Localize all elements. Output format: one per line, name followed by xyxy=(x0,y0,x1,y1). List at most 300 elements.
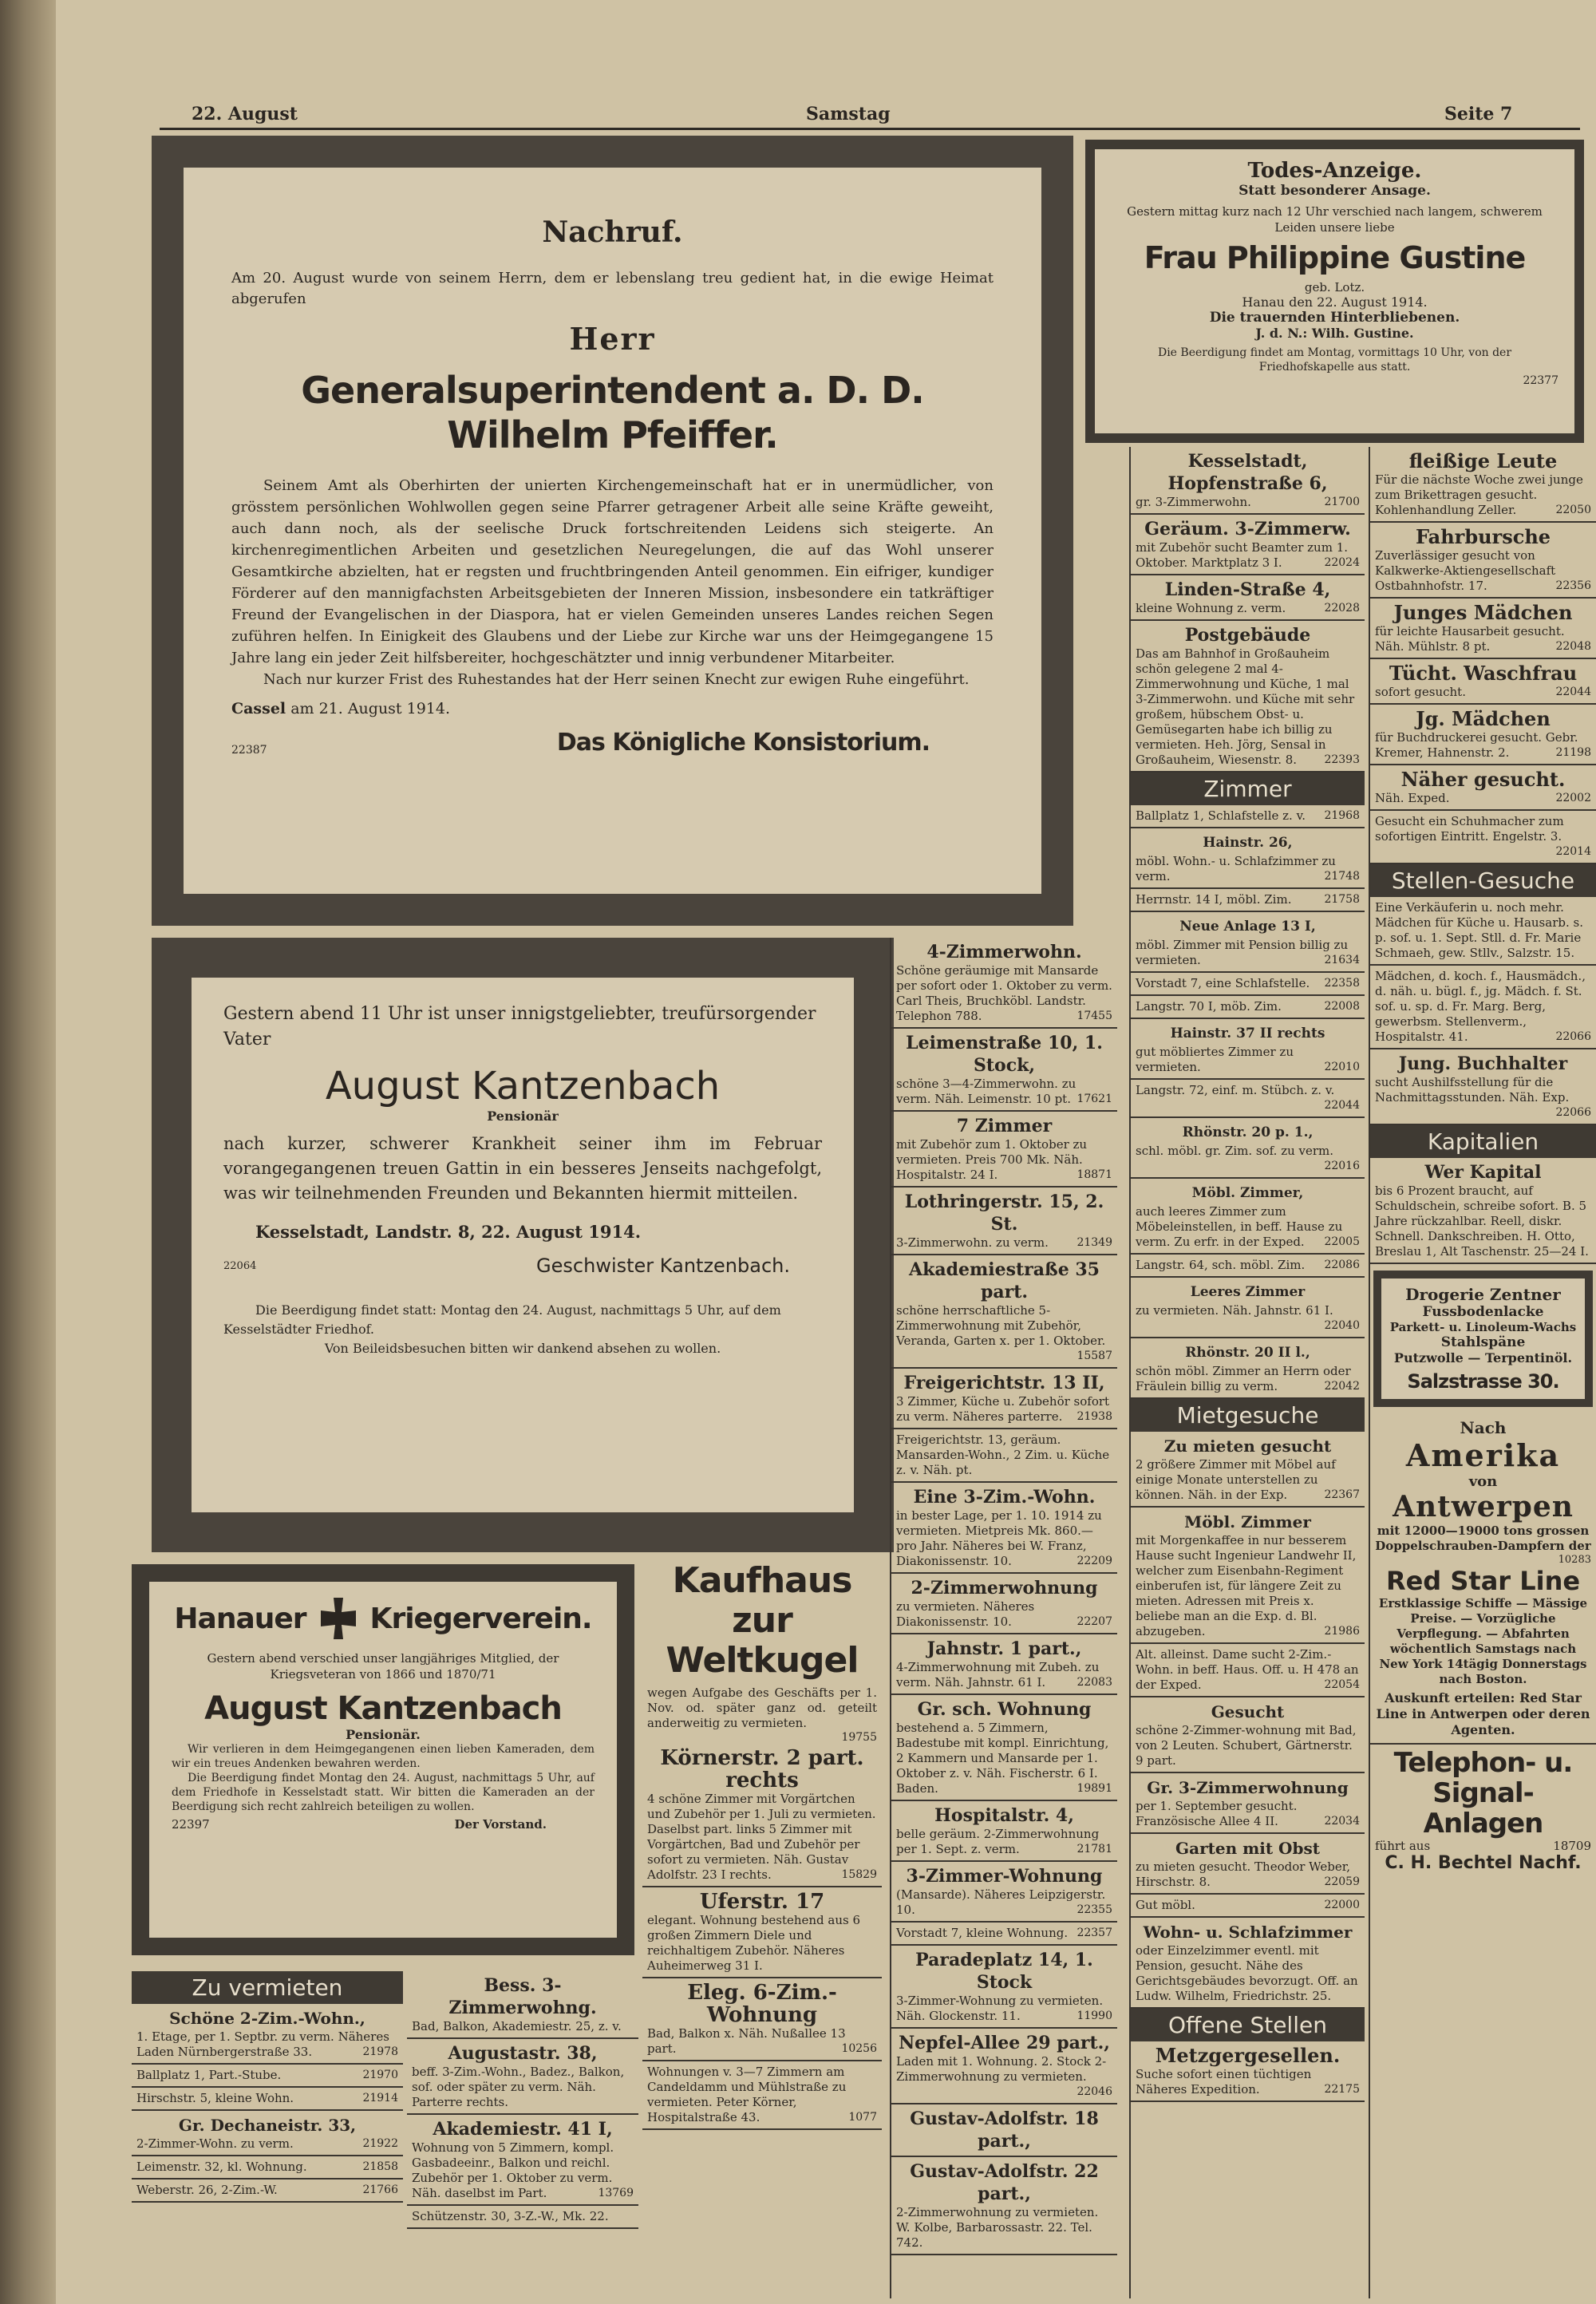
ad-text: Vorstadt 7, kleine Wohnung. xyxy=(896,1926,1069,1940)
ad-heading: Hospitalstr. 4, xyxy=(934,1805,1074,1826)
ad-number: 22356 xyxy=(1555,579,1591,592)
ad-number: 22355 xyxy=(1077,1903,1112,1916)
nachruf-title: Nachruf. xyxy=(542,215,683,249)
ad-heading: Gr. Dechaneistr. 33, xyxy=(178,2116,357,2135)
ad-text: Schützenstr. 30, 3-Z.-W., Mk. 22. xyxy=(412,2209,609,2223)
ad-text: Schöne geräumige mit Mansarde per sofort oder 1. Oktober zu verm. Carl Theis, Bruchköbl. Landstr. Telephon 788. xyxy=(896,963,1112,1023)
ad-heading: Jg. Mädchen xyxy=(1416,707,1551,730)
classified-ad xyxy=(891,1029,1117,1112)
ad-heading: Wer Kapital xyxy=(1424,1162,1542,1183)
ad-text: Gut möbl. xyxy=(1136,1898,1195,1912)
classified-ad xyxy=(1131,1432,1365,1508)
ad-heading: Jahnstr. 1 part., xyxy=(926,1638,1082,1659)
ad-text: Das am Bahnhof in Großauheim schön gelegene 2 mal 4-Zimmerwohnung und Küche, 1 mal 3-Zimmerwohn. und Küche mit sehr großem, hübschem Obst- u. Gemüsegarten habe ich billig zu vermieten. Heh. Jörg, Sensal in Großauheim, Wiesenstr. 8. xyxy=(1136,646,1355,767)
ad-number: 10256 xyxy=(841,2042,877,2055)
classified-ad xyxy=(1131,1895,1365,1918)
ad-number: 21198 xyxy=(1555,746,1591,759)
ad-text: zu vermieten. Näheres Diakonissenstr. 10. xyxy=(896,1599,1035,1629)
ad-text: schöne 3—4-Zimmerwohn. zu verm. Näh. Leimenstr. 10 pt. xyxy=(896,1077,1077,1106)
classified-ad xyxy=(1131,1179,1365,1255)
nachruf-number: 22387 xyxy=(231,744,267,757)
ad-text: schöne herrschaftliche 5-Zimmerwohnung mit Zubehör, Veranda, Garten x. per 1. Oktober. xyxy=(896,1303,1106,1348)
ad-number: 22042 xyxy=(1324,1380,1360,1393)
todes-geb: geb. Lotz. xyxy=(1304,280,1365,294)
ad-text: für Buchdruckerei gesucht. Gebr. Kremer, Hahnenstr. 2. xyxy=(1375,730,1578,760)
ad-text: Langstr. 70 I, möb. Zim. xyxy=(1136,999,1282,1014)
classified-ad xyxy=(642,1887,882,1978)
ad-number: 22393 xyxy=(1324,753,1360,766)
classified-ad xyxy=(891,1112,1117,1188)
ad-number: 22367 xyxy=(1324,1488,1360,1501)
ad-heading: Metzgergesellen. xyxy=(1155,2044,1341,2067)
krieger-number: 22397 xyxy=(172,1817,210,1832)
classified-ad xyxy=(891,1574,1117,1634)
ad-heading: Näher gesucht. xyxy=(1400,768,1566,791)
ad-text: mit Zubehör zum 1. Oktober zu vermieten. Preis 700 Mk. Näh. Hospitalstr. 24 I. xyxy=(896,1137,1088,1182)
classified-ad xyxy=(891,1862,1117,1923)
kantzenbach-notice xyxy=(152,938,894,1552)
classified-ad xyxy=(891,1801,1117,1862)
classified-ad xyxy=(132,2065,403,2088)
ad-text: schöne 2-Zimmer-wohnung mit Bad, von 2 Leuten. Schubert, Gärtnerstr. 9 part. xyxy=(1136,1723,1357,1768)
krieger-name: August Kantzenbach xyxy=(204,1690,562,1727)
nachruf-herr: Herr xyxy=(569,321,656,357)
ad-text: 2-Zimmer-Wohn. zu verm. xyxy=(136,2136,294,2151)
telephon-number: 18709 xyxy=(1553,1839,1591,1853)
classified-ad xyxy=(407,2039,638,2115)
ad-text: 3-Zimmer-Wohnung zu vermieten. Näh. Glockenstr. 11. xyxy=(896,1994,1104,2023)
header-date: 22. August xyxy=(192,104,298,124)
drogerie-l3: Stahlspäne xyxy=(1440,1334,1526,1350)
classified-ad xyxy=(642,1978,882,2061)
classified-ad xyxy=(891,1634,1117,1695)
classified-ad xyxy=(132,2180,403,2203)
ad-heading: Fahrbursche xyxy=(1415,525,1551,548)
krieger-title-right: Kriegerverein. xyxy=(369,1602,592,1635)
ad-heading: Hainstr. 37 II rechts xyxy=(1170,1026,1325,1041)
classified-ad xyxy=(891,1369,1117,1429)
ad-heading: Rhönstr. 20 II l., xyxy=(1185,1345,1310,1361)
ad-heading: Gr. 3-Zimmerwohnung xyxy=(1147,1778,1349,1797)
ad-number: 13769 xyxy=(598,2187,634,2199)
classified-ad xyxy=(1131,575,1365,621)
ad-number: 22024 xyxy=(1324,556,1360,569)
amerika-text1: mit 12000—19000 tons grossen Doppelschrauben-Dampfern der xyxy=(1375,1523,1591,1553)
ad-text: sofort gesucht. xyxy=(1375,685,1466,699)
ad-text: 4 schöne Zimmer mit Vorgärtchen und Zubehör per 1. Juli zu vermieten. Daselbst part. links 5 Zimmer mit Vorgärtchen, Bad und Zubehör per sofort zu vermieten. Näh. Gustav Adolfstr. 23 I rechts. xyxy=(647,1792,876,1882)
section-zimmer: Zimmer xyxy=(1131,773,1365,805)
drogerie-l1: Fussbodenlacke xyxy=(1422,1304,1544,1320)
ad-text: per 1. September gesucht. Französische Allee 4 II. xyxy=(1136,1799,1298,1828)
ad-text: Laden mit 1. Wohnung. 2. Stock 2-Zimmerwohnung zu vermieten. xyxy=(896,2054,1107,2084)
ad-number: 15587 xyxy=(1077,1350,1112,1362)
ad-heading: Kesselstadt, Hopfenstraße 6, xyxy=(1167,451,1328,494)
amerika-von: von xyxy=(1468,1473,1498,1490)
ad-text: 2 größere Zimmer mit Möbel auf einige Monate unterstellen zu können. Näh. in der Exp. xyxy=(1136,1457,1336,1502)
ad-text: Zuverlässiger gesucht von Kalkwerke-Aktiengesellschaft Ostbahnhofstr. 17. xyxy=(1375,548,1556,593)
todes-funeral: Die Beerdigung findet am Montag, vormittags 10 Uhr, von der Friedhofskapelle aus statt. xyxy=(1157,346,1512,373)
kantzenbach-number: 22064 xyxy=(223,1259,257,1272)
section-mietgesuche: Mietgesuche xyxy=(1131,1399,1365,1432)
todes-number: 22377 xyxy=(1523,374,1558,387)
classified-ad xyxy=(1370,897,1596,966)
ad-number: 22357 xyxy=(1077,1927,1112,1939)
ad-number: 17455 xyxy=(1077,1010,1112,1022)
classified-ad xyxy=(1131,1508,1365,1644)
classified-ad xyxy=(1370,523,1596,599)
classified-ad xyxy=(1370,705,1596,765)
ad-number: 21938 xyxy=(1077,1410,1112,1423)
ad-heading: Geräum. 3-Zimmerw. xyxy=(1144,519,1351,539)
header-page: Seite 7 xyxy=(1444,104,1513,124)
ad-text: oder Einzelzimmer eventl. mit Pension, gesucht. Nähe des Gerichtsgebäudes bevorzugt. Off. an Ludw. Wilhelm, Friedrichstr. 25. xyxy=(1136,1943,1358,2003)
ad-number: 22040 xyxy=(1324,1319,1360,1332)
classified-ad xyxy=(132,2004,403,2065)
ad-text: Alt. alleinst. Dame sucht 2-Zim.-Wohn. in beff. Haus. Off. u. H 478 an der Exped. xyxy=(1136,1647,1359,1692)
ad-heading: Leimenstraße 10, 1. Stock, xyxy=(906,1033,1103,1076)
classified-ad xyxy=(1131,447,1365,515)
ad-text: Suche sofort einen tüchtigen Näheres Expedition. xyxy=(1136,2067,1312,2097)
section-kapitalien: Kapitalien xyxy=(1370,1125,1596,1158)
newspaper-page xyxy=(56,0,1596,2304)
ad-number: 22050 xyxy=(1555,504,1591,516)
ad-number: 22086 xyxy=(1324,1259,1360,1271)
amerika-antwerpen: Antwerpen xyxy=(1393,1490,1574,1523)
todes-mourners: Die trauernden Hinterbliebenen. xyxy=(1209,310,1460,326)
ad-text: beff. 3-Zim.-Wohn., Badez., Balkon, sof. oder später zu verm. Näh. Parterre rechts. xyxy=(412,2065,625,2109)
classified-ad xyxy=(1131,912,1365,973)
classified-ad xyxy=(1131,1118,1365,1179)
ad-text: 2-Zimmerwohnung zu vermieten. W. Kolbe, Barbarossastr. 22. Tel. 742. xyxy=(896,2205,1099,2250)
ad-number: 22046 xyxy=(1077,2085,1112,2098)
krieger-signature: Der Vorstand. xyxy=(454,1817,547,1832)
ad-text: Weberstr. 26, 2-Zim.-W. xyxy=(136,2183,278,2197)
ad-text: möbl. Wohn.- u. Schlafzimmer zu verm. xyxy=(1136,854,1336,883)
ad-text: für leichte Hausarbeit gesucht. Näh. Mühlstr. 8 pt. xyxy=(1375,624,1565,654)
amerika-number1: 10283 xyxy=(1558,1554,1591,1566)
ad-text: 1. Etage, per 1. Septbr. zu verm. Näheres Laden Nürnbergerstraße 33. xyxy=(136,2029,389,2059)
kantzenbach-title: Pensionär xyxy=(487,1109,559,1124)
classified-ad xyxy=(1370,659,1596,705)
ad-heading: Uferstr. 17 xyxy=(699,1890,825,1914)
column-d xyxy=(890,938,1117,2298)
ad-text: Für die nächste Woche zwei junge zum Brikettragen gesucht. Kohlenhandlung Zeller. xyxy=(1375,472,1583,517)
classified-ad xyxy=(1131,621,1365,773)
ad-number: 21758 xyxy=(1324,893,1360,906)
ad-text: Langstr. 72, einf. m. Stübch. z. v. xyxy=(1136,1083,1335,1097)
classified-ad xyxy=(1131,973,1365,996)
amerika-text3: Auskunft erteilen: Red Star Line in Antwerpen oder deren Agenten. xyxy=(1376,1690,1590,1737)
ad-number: 22010 xyxy=(1324,1061,1360,1073)
ad-heading: Tücht. Waschfrau xyxy=(1389,662,1578,685)
ad-number: 21700 xyxy=(1324,496,1360,508)
ad-number: 11990 xyxy=(1077,2010,1112,2022)
kantzenbach-place: Kesselstadt, Landstr. 8, 22. August 1914. xyxy=(255,1222,642,1242)
ad-number: 21914 xyxy=(362,2092,398,2104)
column-a xyxy=(132,1971,403,2298)
ad-text: (Mansarde). Näheres Leipzigerstr. 10. xyxy=(896,1887,1106,1917)
ad-text: kleine Wohnung z. verm. xyxy=(1136,601,1286,615)
iron-cross-icon xyxy=(314,1595,362,1642)
ad-number: 22059 xyxy=(1324,1875,1360,1888)
ad-heading: Hainstr. 26, xyxy=(1203,835,1293,851)
classified-ad xyxy=(1131,1697,1365,1773)
ad-number: 21766 xyxy=(362,2183,398,2196)
kaufhaus-ad xyxy=(642,1556,882,1744)
classified-ad xyxy=(1131,515,1365,575)
nachruf-intro: Am 20. August wurde von seinem Herrn, dem er lebenslang treu gedient hat, in die ewige Heimat abgerufen xyxy=(231,270,994,307)
drogerie-l4: Putzwolle — Terpentinöl. xyxy=(1393,1350,1573,1365)
nachruf-signature: Das Königliche Konsistorium. xyxy=(556,729,930,757)
ad-heading: Bess. 3-Zimmerwohng. xyxy=(448,1975,597,2018)
ad-text: gr. 3-Zimmerwohn. xyxy=(1136,495,1251,509)
ad-number: 22083 xyxy=(1077,1676,1112,1689)
krieger-title: Pensionär. xyxy=(346,1727,421,1742)
classified-ad xyxy=(1370,599,1596,659)
classified-ad xyxy=(1131,805,1365,828)
ad-number: 17621 xyxy=(1077,1093,1112,1105)
header-rule xyxy=(160,128,1580,130)
ad-text: mit Morgenkaffee in nur besserem Hause sucht Ingenieur Landwehr II, welcher zum Eisenbahn-Regiment einberufen ist, für längere Zeit zu mieten. Adressen mit Preis x. beliebe man an die Exp. d. Bl. abzugeben. xyxy=(1136,1533,1357,1638)
ad-number: 22034 xyxy=(1324,1815,1360,1828)
ad-heading: fleißige Leute xyxy=(1408,449,1558,472)
ad-heading: Akademiestr. 41 I, xyxy=(433,2119,613,2140)
telephon-firm: C. H. Bechtel Nachf. xyxy=(1385,1853,1582,1873)
ad-number: 22008 xyxy=(1324,1000,1360,1013)
classified-ad xyxy=(891,1255,1117,1369)
nachruf-notice xyxy=(152,136,1073,926)
ad-number: 22002 xyxy=(1555,792,1591,804)
kaufhaus-title: Kaufhaus zur Weltkugel xyxy=(666,1560,859,1681)
krieger-title-left: Hanauer xyxy=(174,1602,306,1635)
ad-number: 22044 xyxy=(1555,686,1591,698)
classified-ad xyxy=(1370,765,1596,811)
ad-text: Wohnung von 5 Zimmern, kompl. Gasbadeeinr., Balkon und reichl. Zubehör per 1. Oktober zu verm. Näh. daselbst im Part. xyxy=(412,2140,614,2200)
kriegerverein-notice xyxy=(132,1564,634,1955)
krieger-text3: Die Beerdigung findet Montag den 24. August, nachmittags 5 Uhr, auf dem Friedhofe in Kesselstadt statt. Wir bitten die Kameraden an der Beerdigung sich recht zahlreich beteiligen zu wollen. xyxy=(172,1772,595,1813)
ad-number: 21922 xyxy=(362,2137,398,2150)
ad-text: sucht Aushilfsstellung für die Nachmittagsstunden. Näh. Exp. xyxy=(1375,1075,1570,1105)
classified-ad xyxy=(891,1188,1117,1255)
ad-heading: 4-Zimmerwohn. xyxy=(926,942,1082,962)
ad-text: Eine Verkäuferin u. noch mehr. Mädchen für Küche u. Hausarb. s. p. sof. u. 1. Sept. Stll. d. Fr. Marie Schmaeh, gew. Stllv., Salzstr. 15. xyxy=(1375,900,1583,960)
ad-number: 22054 xyxy=(1324,1678,1360,1691)
ad-number: 22066 xyxy=(1555,1030,1591,1043)
ad-heading: 7 Zimmer xyxy=(956,1116,1053,1136)
amerika-line: Red Star Line xyxy=(1385,1566,1581,1596)
classified-ad xyxy=(1131,1834,1365,1895)
ad-heading: Gustav-Adolfstr. 18 part., xyxy=(910,2108,1099,2152)
ad-heading: Gustav-Adolfstr. 22 part., xyxy=(910,2161,1099,2204)
nachruf-body: Seinem Amt als Oberhirten der unierten Kirchengemeinschaft hat er in unermüdlicher, von grösstem persönlichen Wohlwollen gegen seine Pfarrer getragener Arbeit alle seine Kräfte geweiht, auch dann noch, als der seelische Druck fortschreitenden Leidens sich steigerte. An kirchenregimentlichen Arbeiten und gesetzlichen Neuregelungen, die auf das Wohl unserer Gesamtkirche abzielten, hat er regsten und fruchtbringenden Anteil genommen. Ein eifriger, kundiger Förderer auf den mannigfachsten Arbeitsgebieten der Inneren Mission, insbesondere ein tatkräftiger Freund der Evangelischen in der Diaspora, hat er vielen Gemeinden unseres Landes reichen Segen zuführen helfen. In Einigkeit des Glaubens und der Liebe zur Kirche war uns der Heimgegangene 15 Jahre lang ein jeder Zeit hilfsbereiter, hochgeschätzter und innig verbundener Mitarbeiter. xyxy=(231,477,994,666)
ad-heading: Körnerstr. 2 part. rechts xyxy=(660,1746,864,1792)
classified-ad xyxy=(1131,1773,1365,1834)
classified-ad xyxy=(1131,1255,1365,1278)
ad-text: schl. möbl. gr. Zim. sof. zu verm. xyxy=(1136,1144,1334,1158)
classified-ad xyxy=(407,2206,638,2229)
classified-ad xyxy=(891,2029,1117,2104)
ad-text: Hirschstr. 5, kleine Wohn. xyxy=(136,2091,294,2105)
ad-number: 22000 xyxy=(1324,1899,1360,1911)
ad-heading: Neue Anlage 13 I, xyxy=(1179,919,1316,935)
kaufhaus-text: wegen Aufgabe des Geschäfts per 1. Nov. od. später ganz od. geteilt anderweitig zu vermieten. xyxy=(647,1686,877,1730)
ad-heading: Junges Mädchen xyxy=(1393,601,1573,624)
ad-number: 22207 xyxy=(1077,1615,1112,1628)
ad-number: 21634 xyxy=(1324,954,1360,966)
header-day: Samstag xyxy=(806,104,891,124)
ad-number: 19891 xyxy=(1077,1782,1112,1795)
ad-heading: Möbl. Zimmer xyxy=(1184,1512,1311,1531)
classified-ad xyxy=(891,938,1117,1029)
ad-text: auch leeres Zimmer zum Möbeleinstellen, in beff. Hause zu verm. Zu erfr. in der Exped. xyxy=(1136,1204,1343,1249)
ad-number: 22358 xyxy=(1324,977,1360,990)
classified-ad xyxy=(1131,1918,1365,2009)
ad-text: zu vermieten. Näh. Jahnstr. 61 I. xyxy=(1136,1303,1333,1318)
ad-text: 3 Zimmer, Küche u. Zubehör sofort zu verm. Näheres parterre. xyxy=(896,1394,1110,1424)
kantzenbach-line1: Gestern abend 11 Uhr ist unser innigstgeliebter, treufürsorgender Vater xyxy=(223,1004,816,1049)
ad-number: 15829 xyxy=(841,1868,877,1881)
todes-place: Hanau den 22. August 1914. xyxy=(1242,294,1428,310)
ad-heading: Postgebäude xyxy=(1184,625,1311,646)
todes-anzeige xyxy=(1085,140,1584,443)
section-offene-stellen: Offene Stellen xyxy=(1131,2009,1365,2041)
classified-ad xyxy=(1131,828,1365,889)
ad-text: belle geräum. 2-Zimmerwohnung per 1. Sept. z. verm. xyxy=(896,1827,1100,1856)
kantzenbach-name: August Kantzenbach xyxy=(325,1064,721,1109)
ad-heading: Paradeplatz 14, 1. Stock xyxy=(915,1950,1093,1993)
kantzenbach-signature: Geschwister Kantzenbach. xyxy=(536,1255,790,1277)
classified-ad xyxy=(1131,2041,1365,2102)
nachruf-date: am 21. August 1914. xyxy=(290,700,451,717)
ad-heading: Freigerichtstr. 13 II, xyxy=(903,1373,1105,1393)
classified-ad xyxy=(1131,1338,1365,1399)
ad-heading: Augustastr. 38, xyxy=(448,2043,598,2064)
telephon-ad xyxy=(1370,1743,1596,1876)
ad-heading: Eine 3-Zim.-Wohn. xyxy=(913,1487,1096,1508)
ad-text: Langstr. 64, sch. möbl. Zim. xyxy=(1136,1258,1306,1272)
classified-ad xyxy=(1131,1019,1365,1080)
ad-heading: Nepfel-Allee 29 part., xyxy=(899,2033,1110,2053)
ad-heading: Gesucht xyxy=(1211,1702,1285,1721)
ad-number: 22016 xyxy=(1324,1160,1360,1172)
ad-heading: Rhönstr. 20 p. 1., xyxy=(1182,1124,1314,1140)
ad-number: 21781 xyxy=(1077,1843,1112,1855)
ad-heading: Eleg. 6-Zim.-Wohnung xyxy=(687,1981,837,2027)
ad-number: 21349 xyxy=(1077,1236,1112,1249)
ad-text: Gesucht ein Schuhmacher zum sofortigen Eintritt. Engelstr. 3. xyxy=(1375,814,1564,844)
ad-text: Ballplatz 1, Schlafstelle z. v. xyxy=(1136,808,1306,823)
classified-ad xyxy=(1370,811,1596,864)
ad-text: elegant. Wohnung bestehend aus 6 großen Zimmern Diele und reichhaltigem Zubehör. Näheres Auheimerweg 31 I. xyxy=(647,1913,861,1973)
section-stellen-gesuche: Stellen-Gesuche xyxy=(1370,864,1596,897)
ad-text: Näh. Exped. xyxy=(1375,791,1450,805)
nachruf-place: Cassel xyxy=(231,700,286,717)
ad-heading: Jung. Buchhalter xyxy=(1398,1053,1568,1074)
classified-ad xyxy=(132,2156,403,2180)
ad-heading: 2-Zimmerwohnung xyxy=(911,1578,1098,1599)
ad-number: 21748 xyxy=(1324,870,1360,883)
todes-ia: J. d. N.: Wilh. Gustine. xyxy=(1255,326,1414,341)
ad-text: Bad, Balkon x. Näh. Nußallee 13 part. xyxy=(647,2026,846,2056)
ad-heading: 3-Zimmer-Wohnung xyxy=(906,1866,1103,1887)
ad-number: 22048 xyxy=(1555,640,1591,653)
kantzenbach-funeral: Die Beerdigung findet statt: Montag den 24. August, nachmittags 5 Uhr, auf dem Kesselstädter Friedhof. xyxy=(223,1302,781,1337)
ad-heading: Gr. sch. Wohnung xyxy=(917,1699,1092,1720)
ad-number: 21858 xyxy=(362,2160,398,2173)
classified-ad xyxy=(891,1946,1117,2029)
ad-number: 22044 xyxy=(1324,1099,1360,1112)
ad-text: bis 6 Prozent braucht, auf Schuldschein, schreibe sofort. B. 5 Jahre rückzahlbar. Reell, diskr. Schnell. Dankschreiben. H. Otto, Breslau 1, Alt Taschenstr. 25—24 I. xyxy=(1375,1184,1589,1259)
ad-text: Bad, Balkon, Akademiestr. 25, z. v. xyxy=(412,2019,622,2033)
nachruf-body2: Nach nur kurzer Frist des Ruhestandes hat der Herr seinen Knecht zur ewigen Ruhe eingeführt. xyxy=(263,671,970,688)
ad-heading: Linden-Straße 4, xyxy=(1164,579,1331,600)
classified-ad xyxy=(1370,1158,1596,1264)
ad-text: mit Zubehör sucht Beamter zum 1. Oktober. Marktplatz 3 I. xyxy=(1136,540,1349,570)
ad-number: 22014 xyxy=(1555,845,1591,858)
classified-ad xyxy=(891,1695,1117,1801)
ad-text: Herrnstr. 14 I, möbl. Zim. xyxy=(1136,892,1292,907)
todes-title: Todes-Anzeige. xyxy=(1247,159,1422,183)
ad-heading: Garten mit Obst xyxy=(1175,1839,1320,1858)
column-e xyxy=(1129,447,1365,2298)
amerika-title: Amerika xyxy=(1405,1437,1561,1473)
classified-ad xyxy=(1370,966,1596,1049)
ad-number: 18871 xyxy=(1077,1168,1112,1181)
ad-text: 4-Zimmerwohnung mit Zubeh. zu verm. Näh. Jahnstr. 61 I. xyxy=(896,1660,1100,1689)
classified-ad xyxy=(642,1744,882,1887)
ad-number: 21986 xyxy=(1324,1625,1360,1638)
classified-ad xyxy=(1370,447,1596,523)
ad-number: 21970 xyxy=(362,2069,398,2081)
classified-ad xyxy=(1370,1049,1596,1125)
ad-text: Mädchen, d. koch. f., Hausmädch., d. näh. u. bügl. f., jg. Mädch. f. St. sof. u. sp. d. Fr. Marg. Berg, gewerbsm. Stellenverm., Hospitalstr. 41. xyxy=(1375,969,1586,1044)
drogerie-l2: Parkett- u. Linoleum-Wachs xyxy=(1389,1320,1577,1334)
amerika-nach: Nach xyxy=(1460,1418,1507,1437)
ad-text: Freigerichtstr. 13, geräum. Mansarden-Wohn., 2 Zim. u. Küche z. v. Näh. pt. xyxy=(896,1433,1110,1477)
todes-text: Gestern mittag kurz nach 12 Uhr verschied nach langem, schwerem Leiden unsere liebe xyxy=(1127,204,1543,235)
classified-ad xyxy=(1131,1080,1365,1118)
ad-number: 22209 xyxy=(1077,1555,1112,1567)
ad-text: in bester Lage, per 1. 10. 1914 zu vermieten. Mietpreis Mk. 860.— pro Jahr. Näheres bei W. Franz, Diakonissenstr. 10. xyxy=(896,1508,1102,1568)
column-b xyxy=(407,1971,638,2298)
ad-number: 22028 xyxy=(1324,602,1360,615)
ad-text: zu mieten gesucht. Theodor Weber, Hirschstr. 8. xyxy=(1136,1859,1351,1889)
ad-text: schön möbl. Zimmer an Herrn oder Fräulein billig zu verm. xyxy=(1136,1364,1351,1393)
classified-ad xyxy=(407,1971,638,2039)
ad-text: gut möbliertes Zimmer zu vermieten. xyxy=(1136,1045,1294,1074)
classified-ad xyxy=(1131,996,1365,1019)
ad-heading: Leeres Zimmer xyxy=(1190,1284,1306,1300)
column-c-ads xyxy=(642,1744,882,2294)
ad-number: 22175 xyxy=(1324,2083,1360,2096)
ad-text: Vorstadt 7, eine Schlafstelle. xyxy=(1136,976,1310,990)
section-zu-vermieten: Zu vermieten xyxy=(132,1971,403,2004)
krieger-text1: Gestern abend verschied unser langjähriges Mitglied, der Kriegsveteran von 1866 und 1870/71 xyxy=(207,1651,559,1682)
ad-heading: Zu mieten gesucht xyxy=(1163,1437,1332,1456)
classified-ad xyxy=(407,2115,638,2206)
ad-heading: Akademiestraße 35 part. xyxy=(909,1259,1100,1302)
ad-number: 1077 xyxy=(848,2111,877,2124)
kaufhaus-number: 19755 xyxy=(841,1731,877,1744)
classified-ad xyxy=(891,2157,1117,2255)
classified-ad xyxy=(132,2088,403,2111)
kantzenbach-note: Von Beileidsbesuchen bitten wir dankend absehen zu wollen. xyxy=(324,1341,721,1356)
classified-ad xyxy=(642,2061,882,2130)
drogerie-title: Drogerie Zentner xyxy=(1405,1285,1561,1304)
ad-heading: Lothringerstr. 15, 2. St. xyxy=(904,1192,1104,1235)
amerika-ad xyxy=(1370,1413,1596,1743)
ad-number: 22066 xyxy=(1555,1106,1591,1119)
